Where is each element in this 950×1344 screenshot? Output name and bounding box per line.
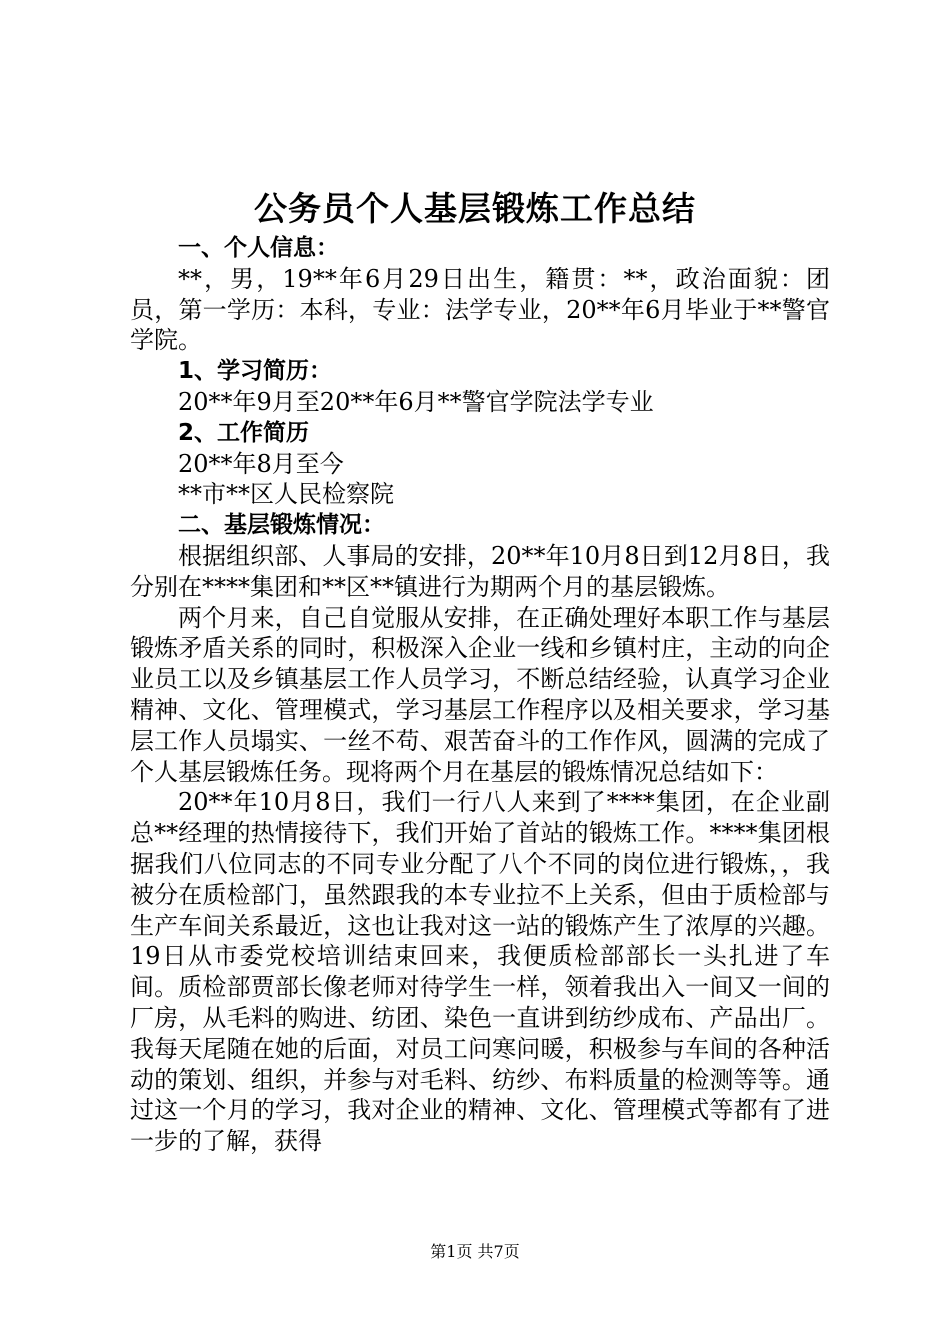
body-paragraph: 两个月来，自己自觉服从安排，在正确处理好本职工作与基层锻炼矛盾关系的同时，积极深入企业一线和乡镇村庄，主动的向企业员工以及乡镇基层工作人员学习，不断总结经验，认真学习企业精神、文化、管理模式，学习基层工作程序以及相关要求，学习基层工作人员塌实、一丝不苟、艰苦奋斗的工作作风，圆满的完成了个人基层锻炼任务。现将两个月在基层的锻炼情况总结如下： — [130, 603, 830, 786]
body-paragraph: 20**年9月至20**年6月**警官学院法学专业 — [178, 387, 654, 416]
section-heading: 2、工作简历 — [178, 419, 310, 446]
body-paragraph: 20**年8月至今 — [178, 449, 344, 478]
section-heading: 二、基层锻炼情况： — [178, 512, 385, 539]
section-heading: 1、学习简历： — [178, 358, 333, 385]
body-paragraph: 20**年10月8日，我们一行八人来到了****集团，在企业副总**经理的热情接待下，我们开始了首站的锻炼工作。****集团根据我们八位同志的不同专业分配了八个不同的岗位进行锻炼，，我被分在质检部门，虽然跟我的本专业拉不上关系，但由于质检部与生产车间关系最近，这也让我对这一站的锻炼产生了浓厚的兴趣。19日从市委党校培训结束回来，我便质检部部长一头扎进了车间。质检部贾部长像老师对待学生一样，领着我出入一间又一间的厂房，从毛料的购进、纺团、染色一直讲到纺纱成布、产品出厂。我每天尾随在她的后面，对员工问寒问暖，积极参与车间的各种活动的策划、组织，并参与对毛料、纺纱、布料质量的检测等等。通过这一个月的学习，我对企业的精神、文化、管理模式等都有了进一步的了解，获得 — [130, 788, 830, 1156]
body-paragraph: **市**区人民检察院 — [178, 480, 394, 509]
body-paragraph: 根据组织部、人事局的安排，20**年10月8日到12月8日，我分别在****集团和**区**镇进行为期两个月的基层锻炼。 — [130, 541, 830, 601]
document-title: 公务员个人基层锻炼工作总结 — [254, 189, 696, 228]
body-paragraph: **，男，19**年6月29日出生，籍贯：**，政治面貌：团员，第一学历：本科，专业：法学专业，20**年6月毕业于**警官学院。 — [130, 264, 830, 355]
page-footer: 第1页 共7页 — [430, 1242, 520, 1261]
document-body — [130, 233, 830, 1157]
section-heading: 一、个人信息： — [178, 235, 339, 261]
